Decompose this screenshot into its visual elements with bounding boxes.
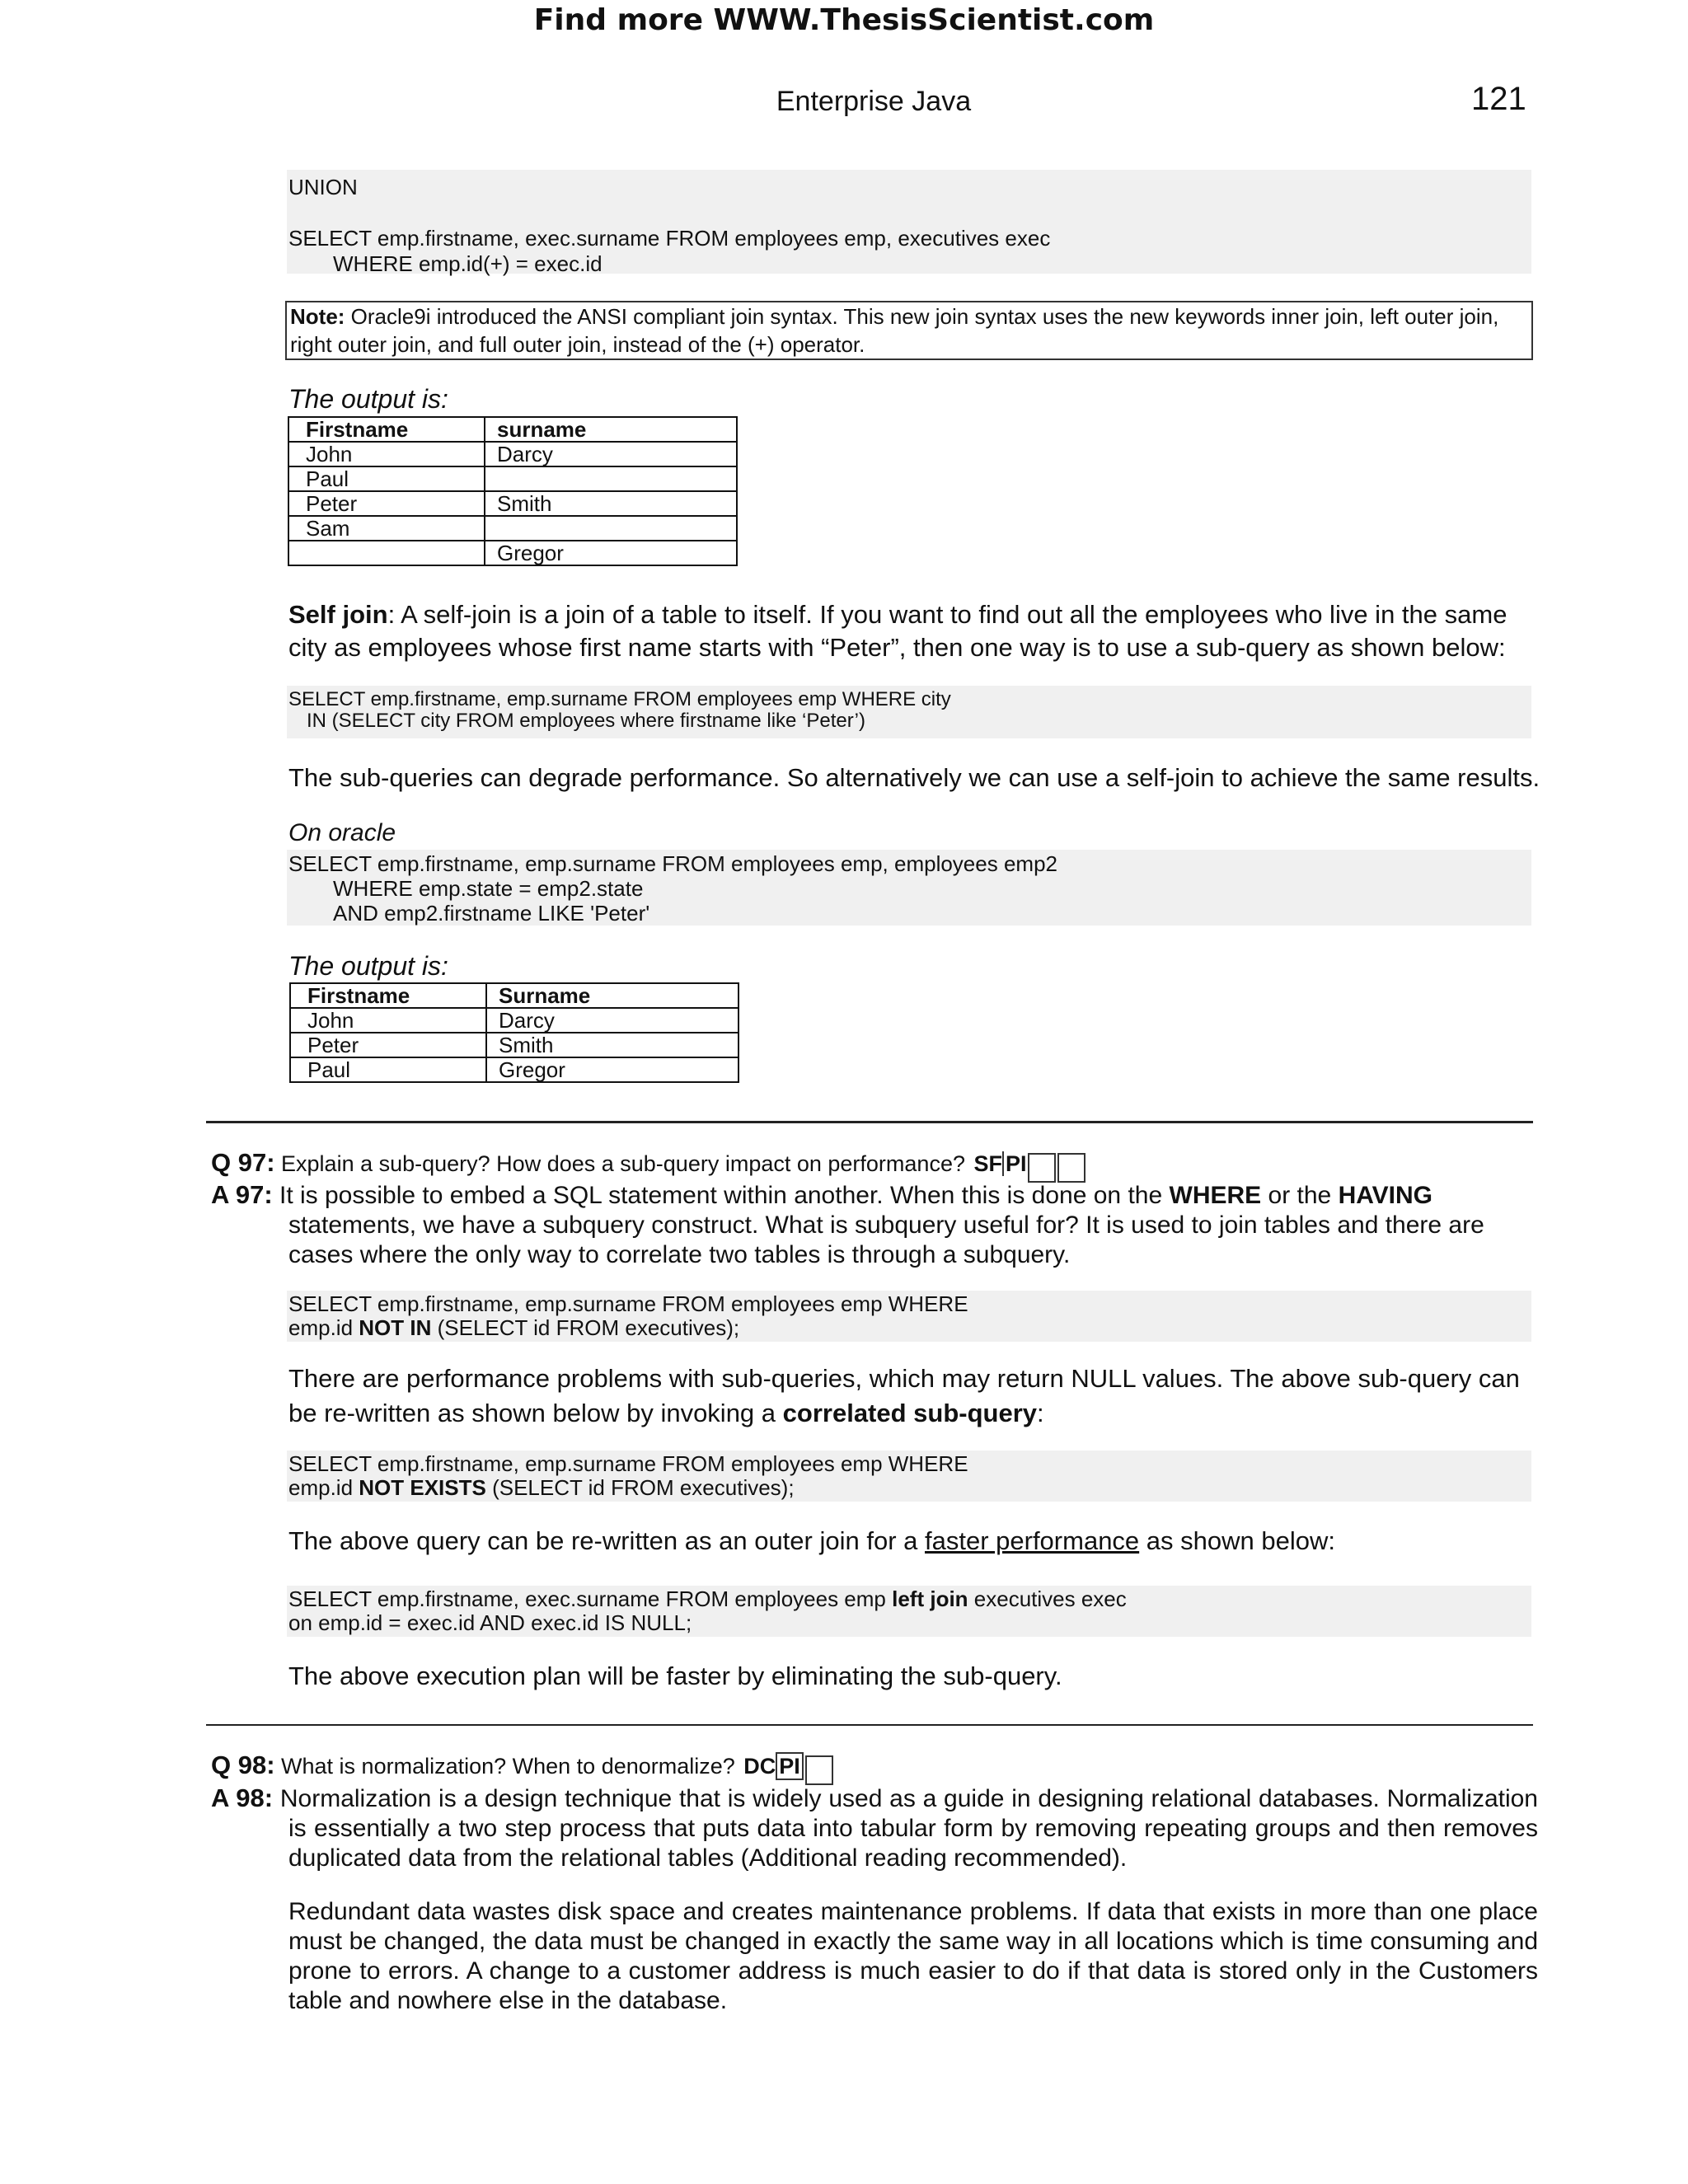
code-block-subquery bbox=[287, 686, 1531, 738]
table-cell: Smith bbox=[485, 491, 737, 516]
note-text: Oracle9i introduced the ANSI compliant join syntax. This new join syntax uses the new keywords inner join, left outer join, right outer join, and full outer join, instead of the (+) operator. bbox=[290, 304, 1499, 357]
table-header-cell: Firstname bbox=[288, 417, 485, 442]
self-join-text: : A self-join is a join of a table to itself. If you want to find out all the employees who live in the same city as employees whose first name starts with “Peter”, then one way is to use a sub-query as shown below: bbox=[288, 600, 1507, 662]
table-cell bbox=[485, 516, 737, 541]
code-line: on emp.id = exec.id AND exec.id IS NULL; bbox=[288, 1610, 692, 1635]
para-text: There are performance problems with sub-queries, which may return NULL values. The above sub-query can be re-written as shown below by invoking a bbox=[288, 1364, 1520, 1427]
table-cell: Sam bbox=[288, 516, 485, 541]
answer-text: Normalization is a design technique that is widely used as a guide in designing relational databases. Normalization is essentially a two step process that puts data into tabular form by removing repeating groups and then removes duplicated data from the relational tables (Additional reading recommended). bbox=[273, 1785, 1538, 1872]
running-header-title: Enterprise Java bbox=[776, 86, 972, 117]
correlated-subquery-term: correlated sub-query bbox=[782, 1399, 1038, 1427]
section-divider bbox=[206, 1724, 1533, 1726]
q97-closing-paragraph: The above execution plan will be faster by eliminating the sub-query. bbox=[288, 1661, 1062, 1690]
degrade-paragraph: The sub-queries can degrade performance. So alternatively we can use a self-join to achieve the same results. bbox=[288, 763, 1540, 792]
table-cell: Gregor bbox=[486, 1057, 738, 1082]
table-cell bbox=[485, 466, 737, 491]
on-oracle-label: On oracle bbox=[288, 819, 396, 846]
q97-label: Q 97: bbox=[211, 1148, 275, 1177]
table-row bbox=[288, 516, 737, 541]
table-header-cell: surname bbox=[485, 417, 737, 442]
q97-topic-tags: SF bbox=[973, 1151, 1002, 1176]
table-cell: Paul bbox=[288, 466, 485, 491]
code-line: WHERE emp.state = emp2.state bbox=[333, 876, 644, 901]
tag-box bbox=[1057, 1153, 1085, 1183]
table-cell: John bbox=[290, 1008, 486, 1033]
q97-answer bbox=[211, 1180, 1538, 1270]
q97-question bbox=[211, 1148, 1546, 1183]
answer-text: It is possible to embed a SQL statement within another. When this is done on the bbox=[272, 1182, 1170, 1209]
q98-answer bbox=[211, 1783, 1538, 1873]
q98-question-text: What is normalization? When to denormalize? bbox=[274, 1754, 735, 1779]
table-cell: Gregor bbox=[485, 541, 737, 565]
table-row bbox=[288, 491, 737, 516]
performance-paragraph: There are performance problems with sub-queries, which may return NULL values. The above sub-query can be re-written as shown below by invoking a correlated sub-query: bbox=[288, 1364, 1520, 1427]
keyword-where: WHERE bbox=[1169, 1182, 1262, 1209]
table-header-cell: Firstname bbox=[290, 983, 486, 1008]
faster-performance-underlined: faster performance bbox=[925, 1526, 1140, 1555]
keyword-left-join: left join bbox=[892, 1586, 968, 1611]
table-header-row bbox=[288, 417, 737, 442]
tag-box bbox=[1028, 1153, 1056, 1183]
watermark-banner: Find more WWW.ThesisScientist.com bbox=[533, 3, 1155, 37]
code-line: IN (SELECT city FROM employees where firstname like ‘Peter’) bbox=[307, 710, 865, 732]
table-cell: Peter bbox=[290, 1033, 486, 1057]
q98-topic-tags: DC bbox=[743, 1754, 776, 1779]
table-row bbox=[288, 442, 737, 466]
code-block-union bbox=[287, 170, 1531, 274]
q98-redundant-data-paragraph: Redundant data wastes disk space and creates maintenance problems. If data that exists in more than one place must be changed, the data must be changed in exactly the same way in all locations which is time consuming and prone to errors. A change to a customer address is much easier to do if that data is stored only in the Customers table and nowhere else in the database. bbox=[288, 1898, 1538, 2014]
tag-box bbox=[805, 1755, 833, 1785]
code-line: SELECT emp.firstname, exec.surname FROM employees emp, executives exec bbox=[288, 226, 1051, 251]
note-label: Note: bbox=[290, 304, 345, 329]
table-cell: Darcy bbox=[486, 1008, 738, 1033]
code-blank-line bbox=[288, 200, 1530, 226]
code-line: WHERE emp.id(+) = exec.id bbox=[333, 251, 603, 276]
table-header-row bbox=[290, 983, 738, 1008]
output-label-2: The output is: bbox=[288, 951, 448, 981]
code-line: SELECT emp.firstname, emp.surname FROM employees emp, employees emp2 bbox=[288, 851, 1057, 876]
q97-tag-pi: PI bbox=[1002, 1151, 1027, 1176]
table-row bbox=[290, 1057, 738, 1082]
table-row bbox=[288, 466, 737, 491]
table-row bbox=[290, 1008, 738, 1033]
table-row bbox=[288, 541, 737, 565]
code-block-not-exists bbox=[287, 1451, 1531, 1502]
q98-answer-label: A 98: bbox=[211, 1783, 274, 1812]
table-cell bbox=[288, 541, 485, 565]
table-cell: Peter bbox=[288, 491, 485, 516]
keyword-having: HAVING bbox=[1338, 1182, 1433, 1209]
page-number: 121 bbox=[1471, 81, 1526, 117]
output-table-2 bbox=[289, 982, 739, 1083]
q97-question-text: Explain a sub-query? How does a sub-query impact on performance? bbox=[274, 1151, 965, 1176]
code-block-on-oracle bbox=[287, 850, 1531, 926]
self-join-paragraph bbox=[288, 598, 1533, 664]
answer-text: statements, we have a subquery construct. What is subquery useful for? It is used to join tables and there are cases where the only way to correlate two tables is through a subquery. bbox=[288, 1212, 1484, 1268]
q98-question bbox=[211, 1750, 1546, 1785]
output-table-1 bbox=[288, 416, 738, 566]
table-cell: John bbox=[288, 442, 485, 466]
code-line: SELECT emp.firstname, emp.surname FROM employees emp WHERE bbox=[288, 1451, 968, 1476]
outer-join-paragraph: The above query can be re-written as an outer join for a faster performance as shown below: bbox=[288, 1526, 1335, 1555]
table-cell: Darcy bbox=[485, 442, 737, 466]
code-line: AND emp2.firstname LIKE 'Peter' bbox=[333, 901, 650, 926]
q97-answer-label: A 97: bbox=[211, 1180, 273, 1209]
code-block-left-join bbox=[287, 1586, 1531, 1637]
q98-tag-pi: PI bbox=[776, 1752, 804, 1780]
table-cell: Smith bbox=[486, 1033, 738, 1057]
table-row bbox=[290, 1033, 738, 1057]
table-header-cell: Surname bbox=[486, 983, 738, 1008]
output-label-1: The output is: bbox=[288, 384, 448, 414]
code-line: emp.id NOT IN (SELECT id FROM executives); bbox=[288, 1315, 740, 1340]
code-line: SELECT emp.firstname, emp.surname FROM employees emp WHERE city bbox=[288, 688, 951, 710]
keyword-not-exists: NOT EXISTS bbox=[359, 1475, 486, 1500]
code-line: emp.id NOT EXISTS (SELECT id FROM executives); bbox=[288, 1475, 795, 1500]
section-divider bbox=[206, 1121, 1533, 1123]
code-line: SELECT emp.firstname, emp.surname FROM employees emp WHERE bbox=[288, 1291, 968, 1316]
code-line: SELECT emp.firstname, exec.surname FROM employees emp left join executives exec bbox=[288, 1586, 1127, 1611]
code-line: UNION bbox=[288, 175, 358, 199]
keyword-not-in: NOT IN bbox=[359, 1315, 432, 1340]
answer-text: or the bbox=[1261, 1182, 1339, 1209]
self-join-term: Self join bbox=[288, 600, 388, 629]
code-block-not-in bbox=[287, 1291, 1531, 1342]
table-cell: Paul bbox=[290, 1057, 486, 1082]
note-box bbox=[285, 301, 1533, 360]
q98-label: Q 98: bbox=[211, 1750, 275, 1779]
